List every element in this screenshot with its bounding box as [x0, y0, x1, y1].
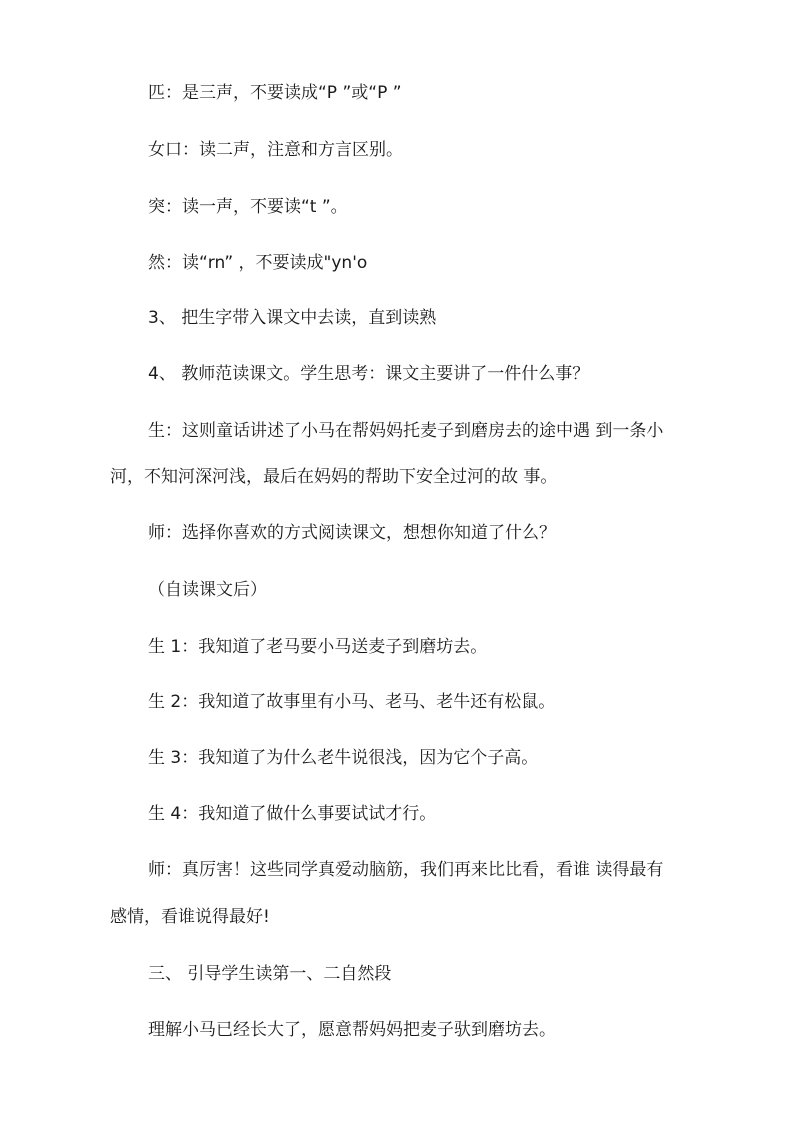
- section-heading-three: 三、 引导学生读第一、二自然段: [148, 964, 392, 984]
- paragraph-teacher-prompt: 师：选择你喜欢的方式阅读课文，想想你知道了什么？: [148, 523, 556, 543]
- paragraph-ran: 然：读“rn” ，不要读成"yn'o: [148, 253, 368, 273]
- paragraph-student-1: 生 1：我知道了老马要小马送麦子到磨坊去。: [148, 637, 488, 657]
- paragraph-teacher-praise-line2: 感情，看谁说得最好!: [110, 907, 270, 927]
- paragraph-pi: 匹：是三声，不要读成“P ”或“P ”: [148, 83, 402, 103]
- paragraph-self-reading: （自读课文后）: [148, 580, 267, 600]
- paragraph-teacher-praise-line1: 师：真厉害！这些同学真爱动脑筋，我们再来比比看，看谁 读得最有: [148, 860, 664, 880]
- paragraph-tu: 突：读一声，不要读“t ”。: [148, 197, 348, 217]
- paragraph-student-4: 生 4：我知道了做什么事要试试才行。: [148, 804, 437, 824]
- paragraph-student-answer-line2: 河，不知河深河浅，最后在妈妈的帮助下安全过河的故 事。: [110, 467, 558, 487]
- paragraph-step-3: 3、 把生字带入课文中去读，直到读熟: [148, 308, 437, 328]
- paragraph-step-4: 4、 教师范读课文。学生思考：课文主要讲了一件什么事？: [148, 364, 590, 384]
- paragraph-ru: 女口：读二声，注意和方言区别。: [148, 140, 403, 160]
- paragraph-student-answer-line1: 生：这则童话讲述了小马在帮妈妈托麦子到磨房去的途中遇 到一条小: [148, 421, 664, 441]
- paragraph-understanding: 理解小马已经长大了，愿意帮妈妈把麦子驮到磨坊去。: [148, 1020, 556, 1040]
- paragraph-student-3: 生 3：我知道了为什么老牛说很浅，因为它个子高。: [148, 748, 539, 768]
- paragraph-student-2: 生 2：我知道了故事里有小马、老马、老牛还有松鼠。: [148, 692, 556, 712]
